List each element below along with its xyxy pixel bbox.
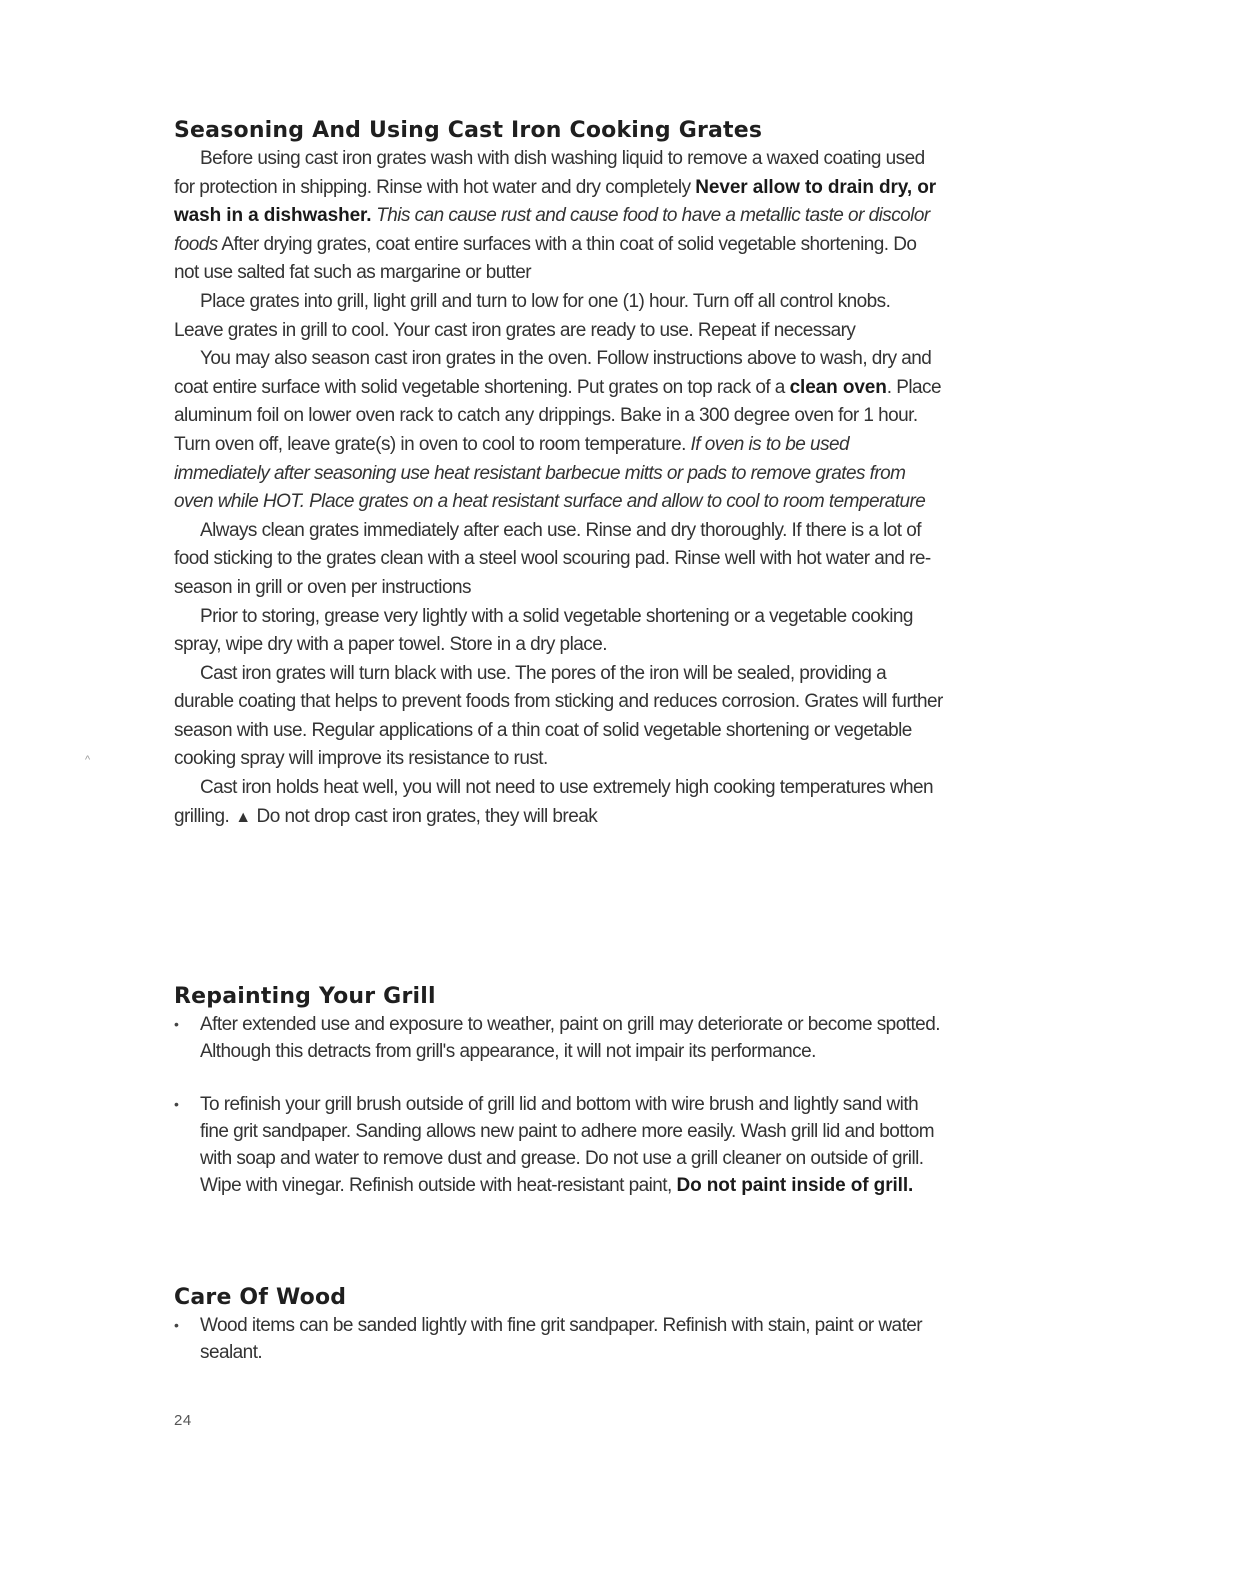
- text-span: . Place aluminum foil on lower oven rack to catch any drippings. Bake in a 300 degree oven for 1 hour. Turn oven off, leave grate(s) in oven to cool to room temperature.: [174, 376, 942, 455]
- warning-triangle-icon: ▲: [235, 808, 251, 826]
- page-number: 24: [174, 1412, 192, 1429]
- italic-note-rust: This can cause rust and cause food to have a metallic taste or discolor foods: [174, 205, 930, 255]
- text-span: After drying grates, coat entire surfaces with a thin coat of solid vegetable shortening. Do not use salted fat such as margarine or butter: [174, 233, 917, 284]
- paragraph-clean-after-use: Always clean grates immediately after each use. Rinse and dry thoroughly. If there is a lot of food sticking to the grates clean with a steel wool scouring pad. Rinse well with hot water and re-season in grill or oven per instructions: [174, 519, 931, 598]
- bold-warning-dishwasher: Never allow to drain dry, or wash in a dishwasher.: [174, 176, 937, 227]
- list-item: • After extended use and exposure to weather, paint on grill may deteriorate or become spotted. Although this detracts from grill's appearance, it will not impair its performance.: [174, 1011, 944, 1065]
- wood-bullet-list: [174, 1312, 944, 1366]
- paragraph-wash-grates: [174, 145, 944, 288]
- bold-do-not-paint-inside: Do not paint inside of grill.: [676, 1175, 914, 1196]
- section-heading-wood: Care Of Wood: [174, 1285, 347, 1310]
- paragraph-storing: Prior to storing, grease very lightly with a solid vegetable shortening or a vegetable cooking spray, wipe dry with a paper towel. Store in a dry place.: [174, 605, 913, 656]
- text-span: Before using cast iron grates wash with dish washing liquid to remove a waxed coating used for protection in shipping. Rinse with hot water and dry completely: [174, 148, 925, 198]
- text-span: You may also season cast iron grates in the oven. Follow instructions above to wash, dry and coat entire surface with solid vegetable shortening. Put grates on top rack of a: [174, 348, 932, 398]
- italic-note-hot-grates: If oven is to be used immediately after seasoning use heat resistant barbecue mitts or pads to remove grates from oven while HOT. Place grates on a heat resistant surface and allow to cool to room temperature: [174, 433, 926, 513]
- section-care-of-wood: [174, 1285, 944, 1366]
- paragraph-season-in-oven: [174, 345, 944, 517]
- section-seasoning-cast-iron: [174, 118, 944, 832]
- list-item: • Wood items can be sanded lightly with fine grit sandpaper. Refinish with stain, paint or water sealant.: [174, 1312, 944, 1366]
- bold-clean-oven: clean oven: [789, 376, 887, 398]
- section-heading-seasoning: Seasoning And Using Cast Iron Cooking Grates: [174, 118, 763, 143]
- section-heading-repainting: Repainting Your Grill: [174, 984, 436, 1009]
- section-repainting-grill: [174, 984, 944, 1199]
- repaint-bullet-list: [174, 1011, 944, 1199]
- margin-tick-mark: ^: [85, 754, 91, 766]
- paragraph-holds-heat: [174, 774, 944, 832]
- text-span: To refinish your grill brush outside of grill lid and bottom with wire brush and lightly sand with fine grit sandpaper. Sanding allows new paint to adhere more easily. Wash grill lid and bottom with soap and water to remove dust and grease. Do not use a grill cleaner on outside of grill. Wipe with vinegar. Refinish outside with heat-resistant paint,: [200, 1094, 935, 1196]
- paragraph-season-in-grill: Place grates into grill, light grill and turn to low for one (1) hour. Turn off all control knobs. Leave grates in grill to cool. Your cast iron grates are ready to use. Repeat if necessary: [174, 290, 891, 341]
- text-span: Cast iron holds heat well, you will not need to use extremely high cooking temperatures when grilling.: [174, 777, 934, 827]
- paragraph-turn-black: Cast iron grates will turn black with use. The pores of the iron will be sealed, providing a durable coating that helps to prevent foods from sticking and reduces corrosion. Grates will further season with use. Regular applications of a thin coat of solid vegetable shortening or vegetable cooking spray will improve its resistance to rust.: [174, 662, 943, 770]
- list-item: [174, 1091, 944, 1199]
- text-span: Do not drop cast iron grates, they will break: [256, 805, 598, 827]
